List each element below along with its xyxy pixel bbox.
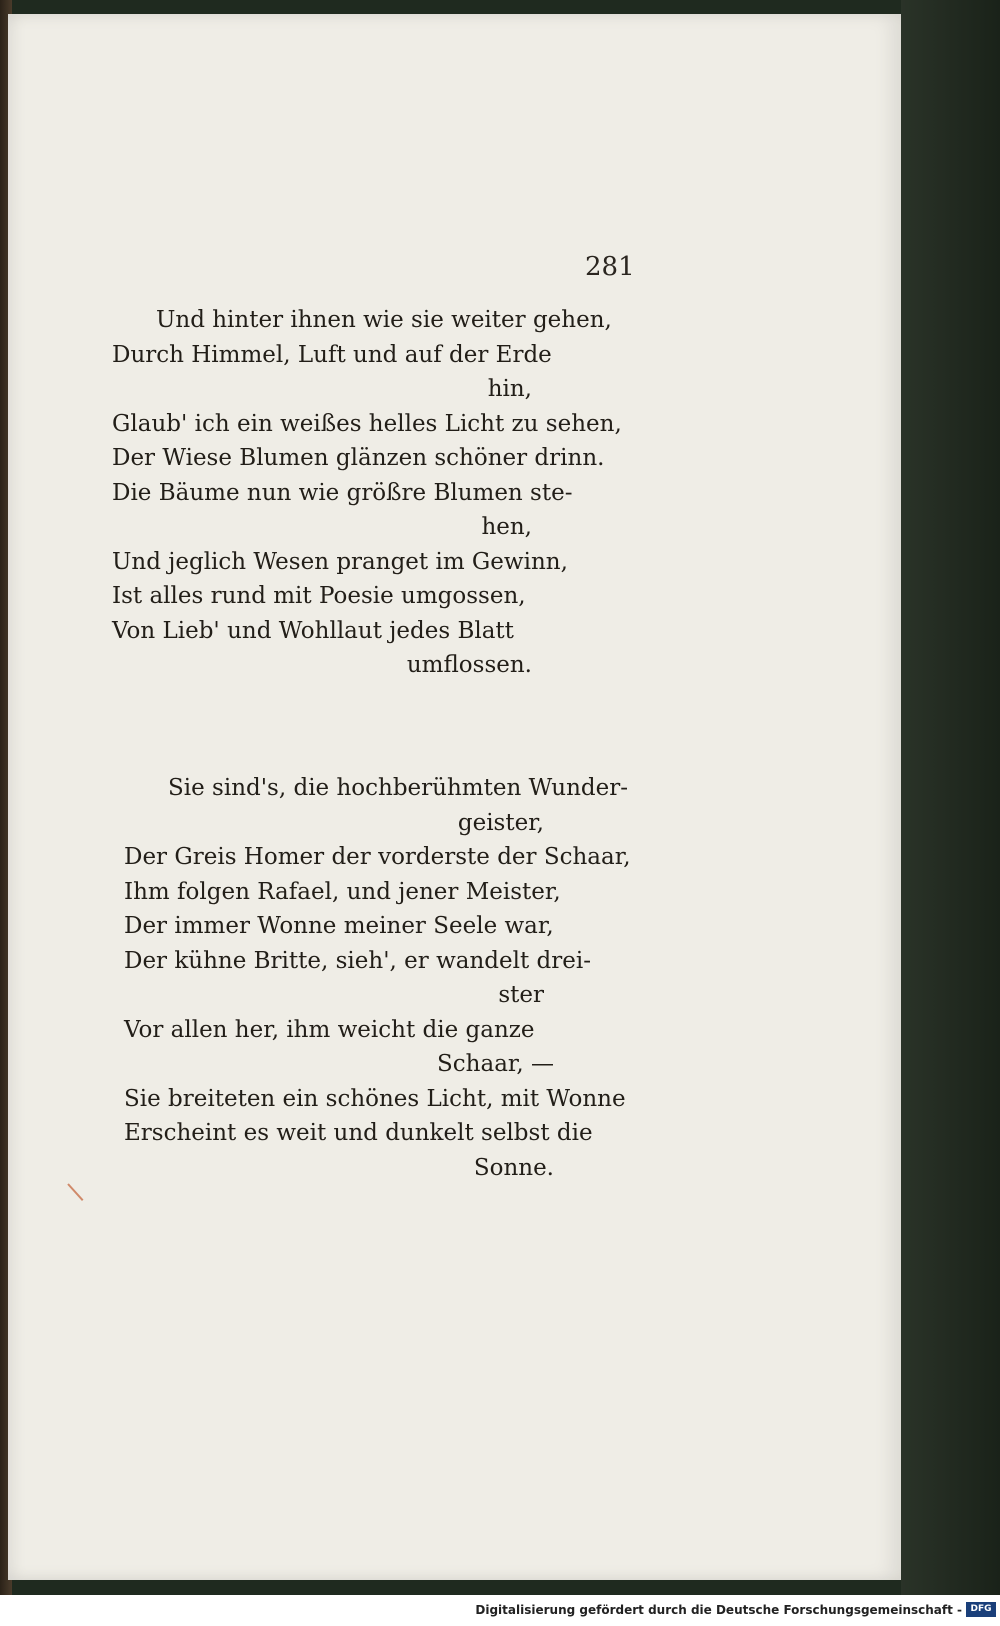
verse-line: Sie breiteten ein schönes Licht, mit Wonne	[124, 1085, 626, 1112]
verse-line: Glaub' ich ein weißes helles Licht zu sehen,	[112, 410, 622, 437]
footer-credit: Digitalisierung gefördert durch die Deutsche Forschungsgemeinschaft -	[475, 1603, 962, 1617]
verse-line: Von Lieb' und Wohllaut jedes Blatt	[112, 617, 514, 644]
poem-stanza-2	[124, 771, 644, 1185]
digitization-footer	[0, 1595, 1000, 1626]
verse-turnover: ster	[498, 982, 544, 1008]
verse-turnover: hin,	[487, 376, 532, 402]
verse-turnover: geister,	[457, 809, 544, 836]
verse-line: Der immer Wonne meiner Seele war,	[124, 913, 554, 939]
verse-line: Sie sind's, die hochberühmten Wunder-	[168, 775, 629, 801]
verse-turnover: umflossen.	[406, 652, 532, 678]
poem-stanza-1	[112, 303, 632, 683]
verse-line: Und jeglich Wesen pranget im Gewinn,	[112, 548, 568, 575]
verse-line: Durch Himmel, Luft und auf der Erde	[112, 341, 552, 368]
verse-line: Und hinter ihnen wie sie weiter gehen,	[156, 307, 612, 333]
verse-line: Ihm folgen Rafael, und jener Meister,	[124, 878, 561, 905]
verse-line: Ist alles rund mit Poesie umgossen,	[112, 583, 526, 609]
verse-turnover: Sonne.	[473, 1154, 554, 1181]
verse-line: Erscheint es weit und dunkelt selbst die	[124, 1120, 593, 1146]
verse-turnover: Schaar, —	[437, 1051, 554, 1077]
verse-line: Der Greis Homer der vorderste der Schaar,	[124, 844, 631, 870]
verse-line: Die Bäume nun wie größre Blumen ste-	[112, 479, 573, 506]
verse-line: Der kühne Britte, sieh', er wandelt drei-	[124, 947, 591, 974]
dfg-logo: DFG	[966, 1602, 996, 1617]
page-number: 281	[585, 252, 635, 282]
verse-line: Der Wiese Blumen glänzen schöner drinn.	[112, 445, 605, 471]
verse-line: Vor allen her, ihm weicht die ganze	[124, 1016, 535, 1043]
book-fore-edge	[901, 0, 1000, 1595]
verse-turnover: hen,	[481, 514, 532, 540]
